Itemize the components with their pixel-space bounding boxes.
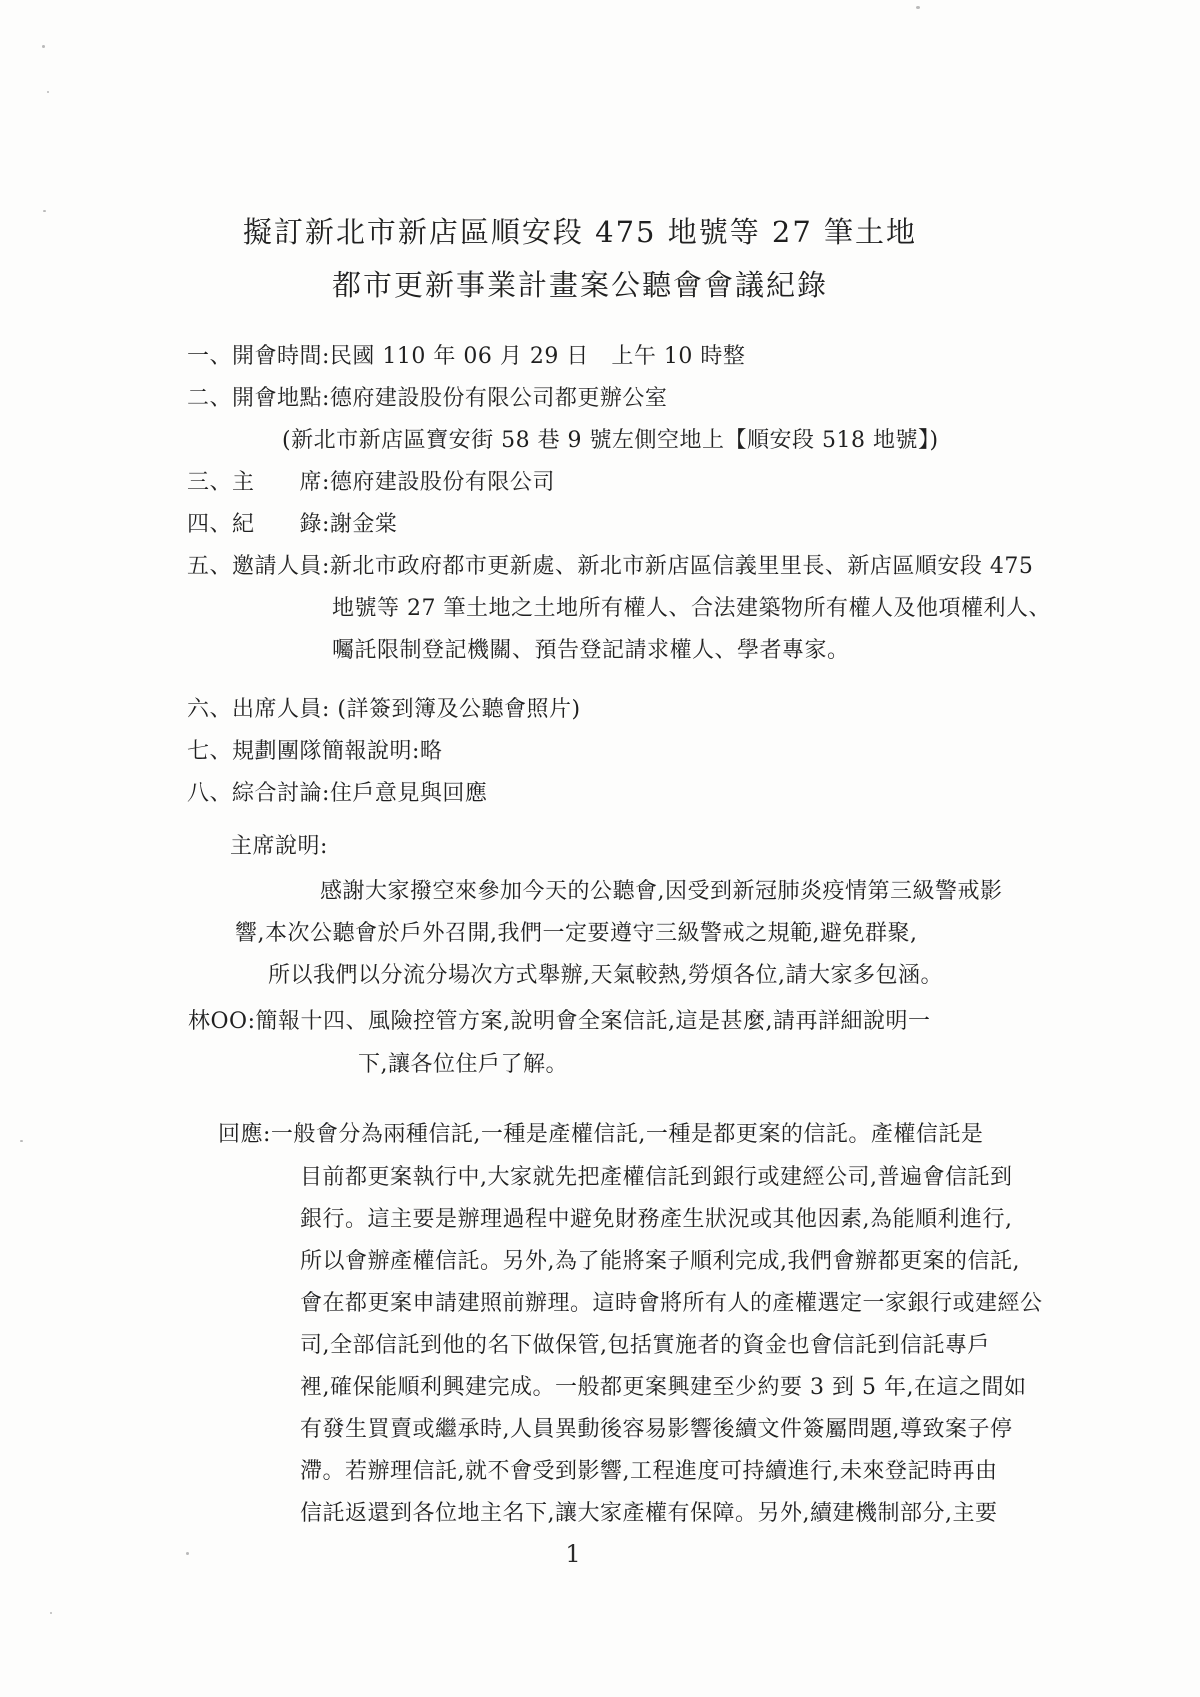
chair-statement-line-3: 所以我們以分流分場次方式舉辦,天氣較熱,勞煩各位,請大家多包涵。: [268, 963, 943, 988]
speaker-lin-line-1: [188, 1007, 930, 1037]
chair-statement-line-1: 感謝大家撥空來參加今天的公聽會,因受到新冠肺炎疫情第三級警戒影: [320, 879, 1003, 904]
response-line-7: 裡,確保能順利興建完成。一般都更案興建至少約要 3 到 5 年,在這之間如: [300, 1375, 1027, 1400]
item-text: 紀 錄:謝金棠: [232, 512, 398, 537]
item-text: 出席人員: (詳簽到簿及公聽會照片): [232, 697, 581, 722]
info-item-meeting-place: [187, 378, 1147, 420]
item-number: 一、: [187, 344, 233, 369]
response-line-1: [218, 1120, 983, 1150]
scan-speck: [47, 91, 49, 93]
document-title: [0, 206, 1160, 312]
meeting-info-list: [187, 336, 1147, 815]
item-text: 邀請人員:新北市政府都市更新處、新北市新店區信義里里長、新店區順安段 475: [232, 554, 1034, 579]
chair-statement-label: 主席說明:: [230, 834, 328, 859]
item-text: 開會地點:德府建設股份有限公司都更辦公室: [232, 386, 668, 411]
scan-speck: [916, 6, 920, 9]
info-item-briefing: [187, 731, 1147, 773]
response-line-2: 目前都更案執行中,大家就先把產權信託到銀行或建經公司,普遍會信託到: [300, 1165, 1013, 1190]
info-item-meeting-place-cont: (新北市新店區寶安街 58 巷 9 號左側空地上【順安段 518 地號】): [282, 428, 939, 453]
item-number: 三、: [187, 470, 233, 495]
item-text: 開會時間:民國 110 年 06 月 29 日 上午 10 時整: [232, 344, 746, 369]
response-line-10: 信託返還到各位地主名下,讓大家產權有保障。另外,續建機制部分,主要: [300, 1501, 998, 1526]
speaker-lin-text: 簡報十四、風險控管方案,說明會全案信託,這是甚麼,請再詳細說明一: [255, 1009, 931, 1034]
item-number: 二、: [187, 386, 233, 411]
info-item-attendees: [187, 689, 1147, 731]
item-text: 綜合討論:住戶意見與回應: [232, 781, 488, 806]
info-item-general-discussion: [187, 773, 1147, 815]
info-item-recorder: [187, 504, 1147, 546]
info-item-meeting-time: [187, 336, 1147, 378]
info-item-invitees-cont-1: 地號等 27 筆土地之土地所有權人、合法建築物所有權人及他項權利人、: [332, 596, 1051, 621]
info-item-invitees-cont-2: 囑託限制登記機關、預告登記請求權人、學者專家。: [332, 638, 850, 663]
item-number: 七、: [187, 739, 233, 764]
info-item-invitees: [187, 546, 1147, 588]
item-text: 規劃團隊簡報說明:略: [232, 739, 443, 764]
document-title-line-1: 擬訂新北市新店區順安段 475 地號等 27 筆土地: [242, 215, 918, 249]
page-number: 1: [565, 1540, 581, 1568]
scan-speck: [42, 45, 45, 48]
response-line-6: 司,全部信託到他的名下做保管,包括實施者的資金也會信託到信託專戶: [300, 1333, 990, 1358]
speaker-lin-line-2: 下,讓各位住戶了解。: [358, 1052, 568, 1077]
info-item-chairperson: [187, 462, 1147, 504]
response-line-9: 滯。若辦理信託,就不會受到影響,工程進度可持續進行,未來登記時再由: [300, 1459, 998, 1484]
scan-speck: [43, 210, 46, 212]
document-title-line-2: 都市更新事業計畫案公聽會會議紀錄: [331, 268, 828, 302]
item-text: 主 席:德府建設股份有限公司: [232, 470, 555, 495]
scan-speck: [186, 1552, 189, 1555]
speaker-lin-name: 林OO:: [188, 1009, 256, 1034]
chair-statement-line-2: 響,本次公聽會於戶外召開,我們一定要遵守三級警戒之規範,避免群聚,: [235, 921, 918, 946]
response-line-4: 所以會辦產權信託。另外,為了能將案子順利完成,我們會辦都更案的信託,: [300, 1249, 1020, 1274]
item-number: 六、: [187, 697, 233, 722]
response-text: 一般會分為兩種信託,一種是產權信託,一種是都更案的信託。產權信託是: [270, 1122, 984, 1147]
scan-speck: [50, 1612, 52, 1614]
scan-speck: [20, 1140, 23, 1142]
response-label: 回應:: [218, 1122, 271, 1147]
item-number: 五、: [187, 554, 233, 579]
response-line-5: 會在都更案申請建照前辦理。這時會將所有人的產權選定一家銀行或建經公: [300, 1291, 1043, 1316]
item-number: 八、: [187, 781, 233, 806]
item-number: 四、: [187, 512, 233, 537]
response-line-3: 銀行。這主要是辦理過程中避免財務產生狀況或其他因素,為能順利進行,: [300, 1207, 1013, 1232]
response-line-8: 有發生買賣或繼承時,人員異動後容易影響後續文件簽屬問題,導致案子停: [300, 1417, 1013, 1442]
